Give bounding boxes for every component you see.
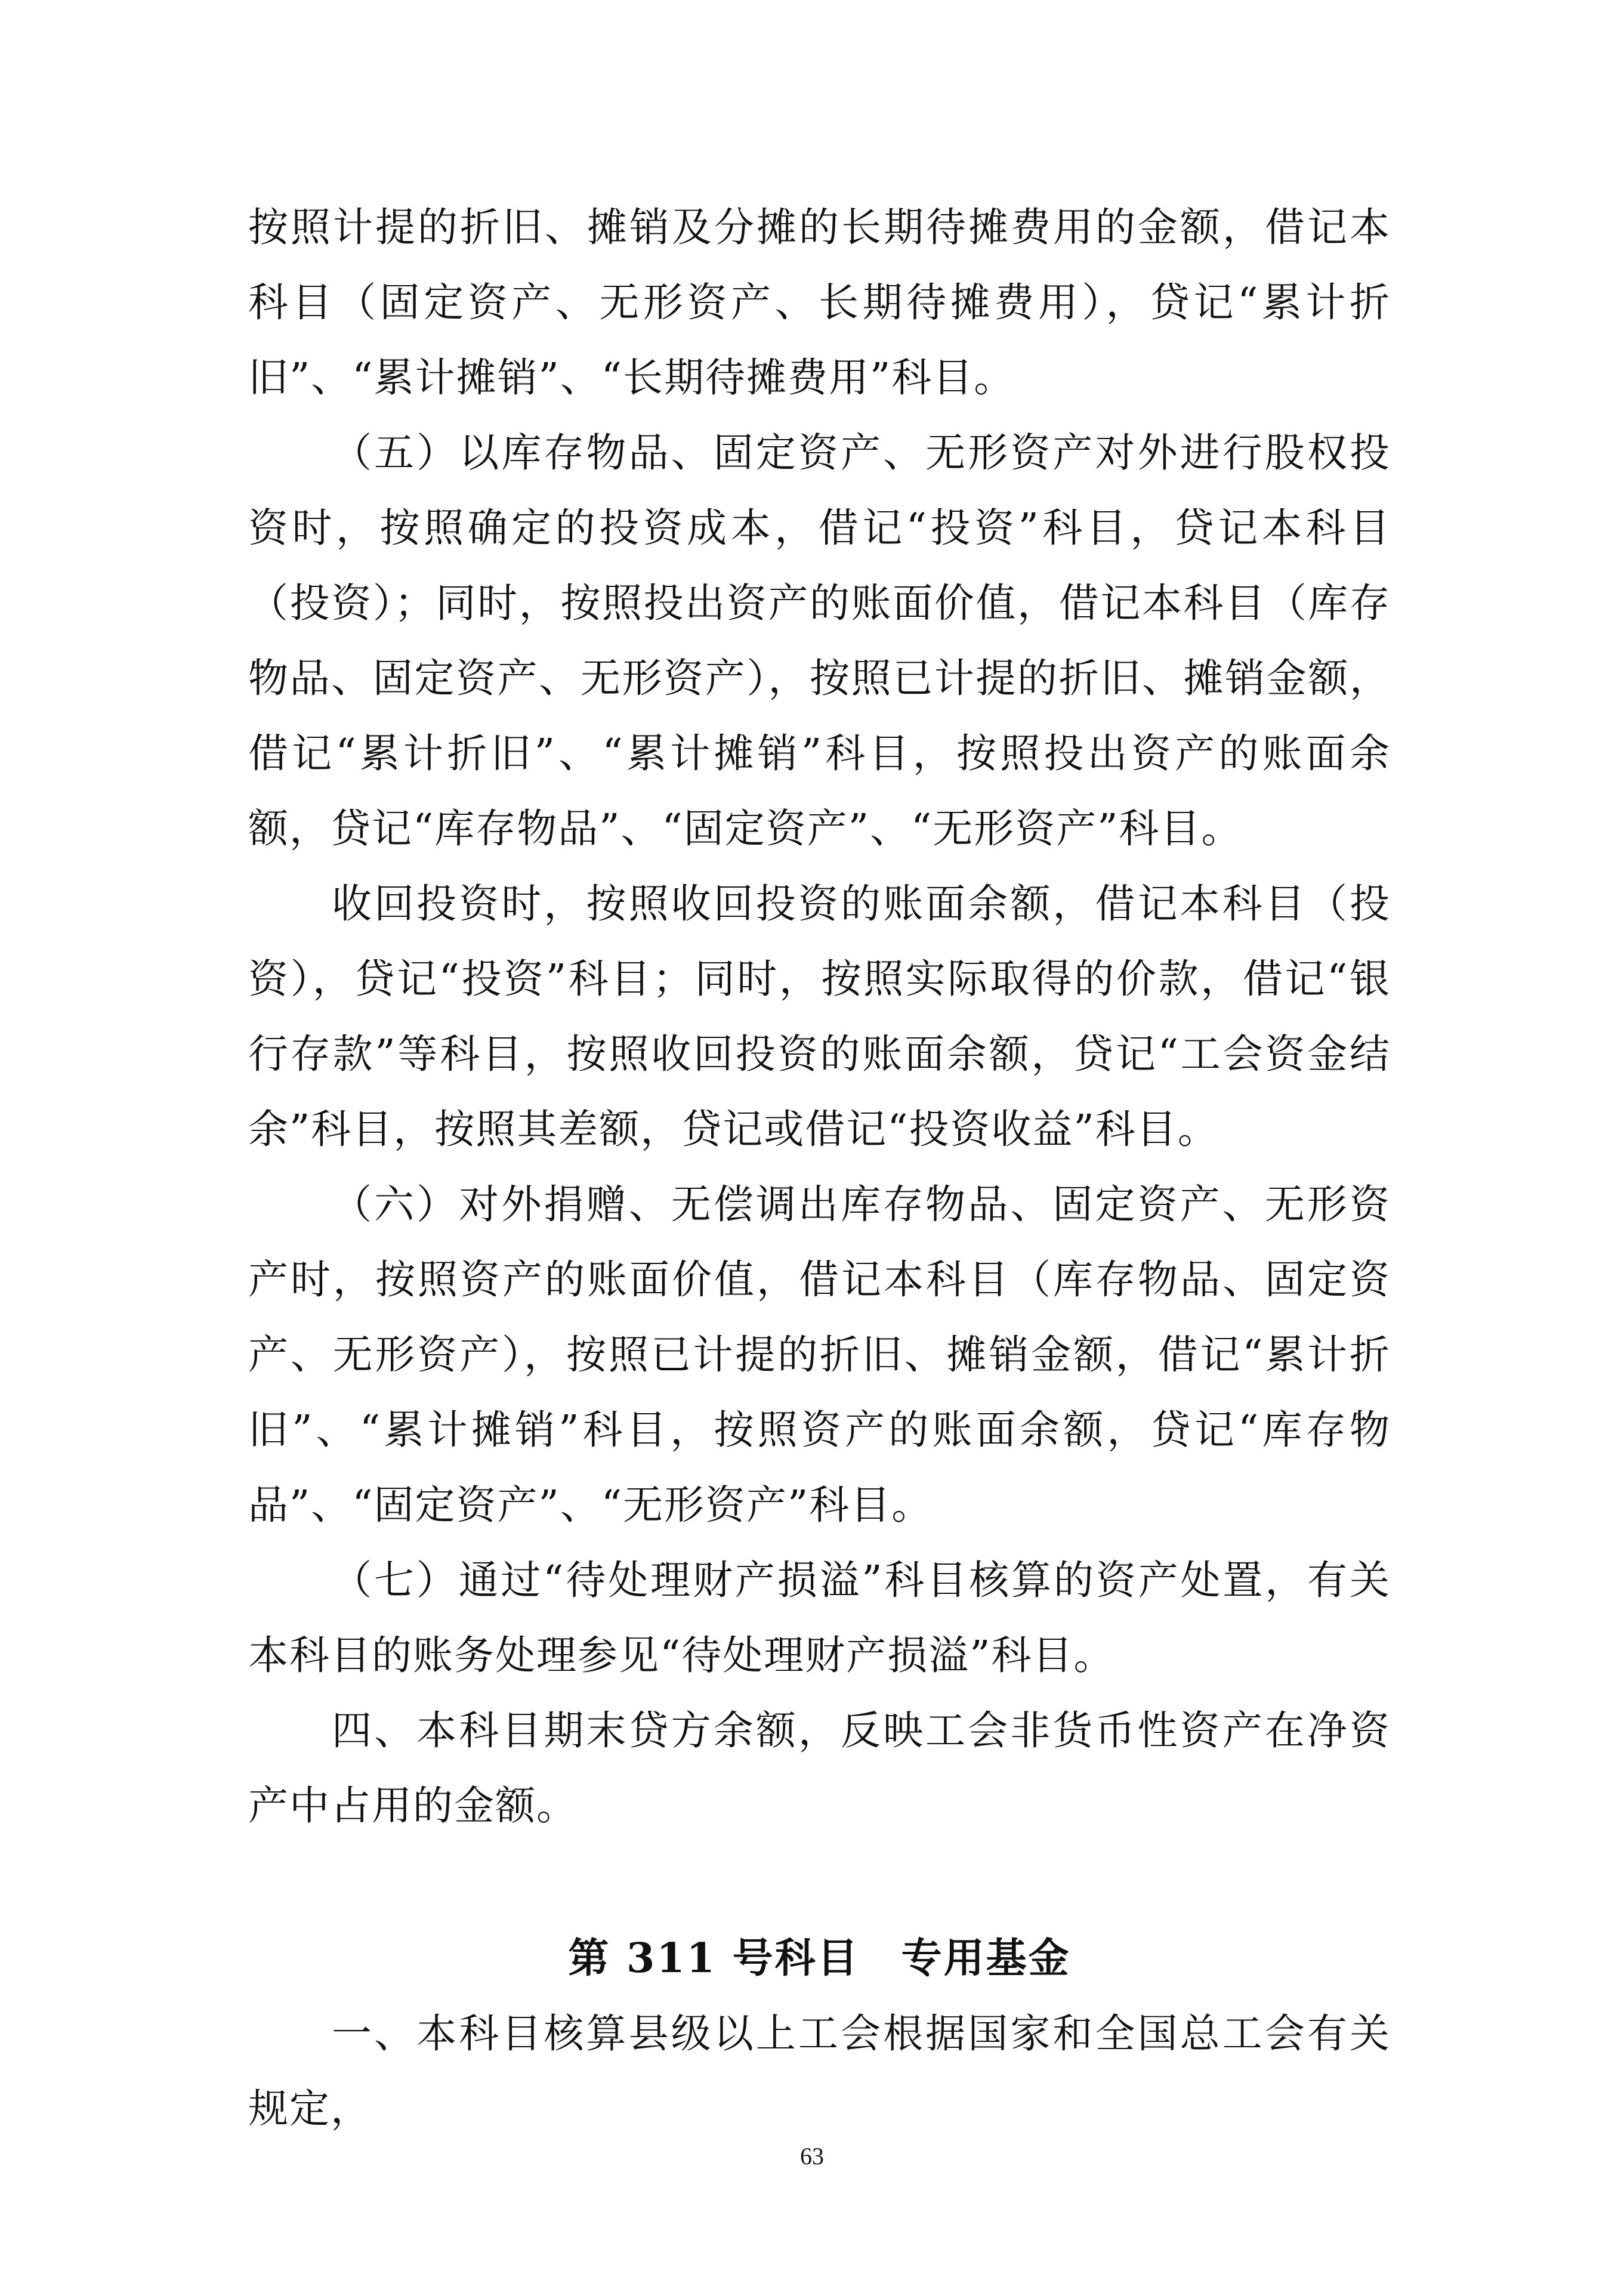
section-heading (248, 1921, 1391, 1996)
paragraph-special-fund-intro: 一、本科目核算县级以上工会根据国家和全国总工会有关规定， (248, 2010, 1391, 2132)
paragraph-section-4-ending-balance: 四、本科目期末贷方余额，反映工会非货币性资产在净资产中占用的金额。 (248, 1707, 1391, 1829)
page-number: 63 (800, 2143, 824, 2170)
paragraph-item-5-equity-investment: （五）以库存物品、固定资产、无形资产对外进行股权投资时，按照确定的投资成本，借记“投资”科目，贷记本科目（投资）；同时，按照投出资产的账面价值，借记本科目（库存物品、固定资产、无形资产），按照已计提的折旧、摊销金额，借记“累计折旧”、“累计摊销”科目，按照投出资产的账面余额，贷记“库存物品”、“固定资产”、“无形资产”科目。 (248, 429, 1391, 852)
paragraph-item-7-pending-assets: （七）通过“待处理财产损溢”科目核算的资产处置，有关本科目的账务处理参见“待处理财产损溢”科目。 (248, 1557, 1391, 1679)
section-heading-title: 专用基金 (901, 1935, 1071, 1982)
section-heading-number: 第 311 号科目 (568, 1935, 860, 1982)
body-text (248, 190, 1391, 2146)
heading-spacer (248, 1843, 1391, 1921)
paragraph-investment-recovery: 收回投资时，按照收回投资的账面余额，借记本科目（投资），贷记“投资”科目；同时，按照实际取得的价款，借记“银行存款”等科目，按照收回投资的账面余额，贷记“工会资金结余”科目，按照其差额，贷记或借记“投资收益”科目。 (248, 880, 1391, 1152)
paragraph-item-6-donation: （六）对外捐赠、无偿调出库存物品、固定资产、无形资产时，按照资产的账面价值，借记本科目（库存物品、固定资产、无形资产），按照已计提的折旧、摊销金额，借记“累计折旧”、“累计摊销”科目，按照资产的账面余额，贷记“库存物品”、“固定资产”、“无形资产”科目。 (248, 1181, 1391, 1528)
paragraph-depreciation-continuation: 按照计提的折旧、摊销及分摊的长期待摊费用的金额，借记本科目（固定资产、无形资产、长期待摊费用），贷记“累计折旧”、“累计摊销”、“长期待摊费用”科目。 (248, 204, 1391, 401)
